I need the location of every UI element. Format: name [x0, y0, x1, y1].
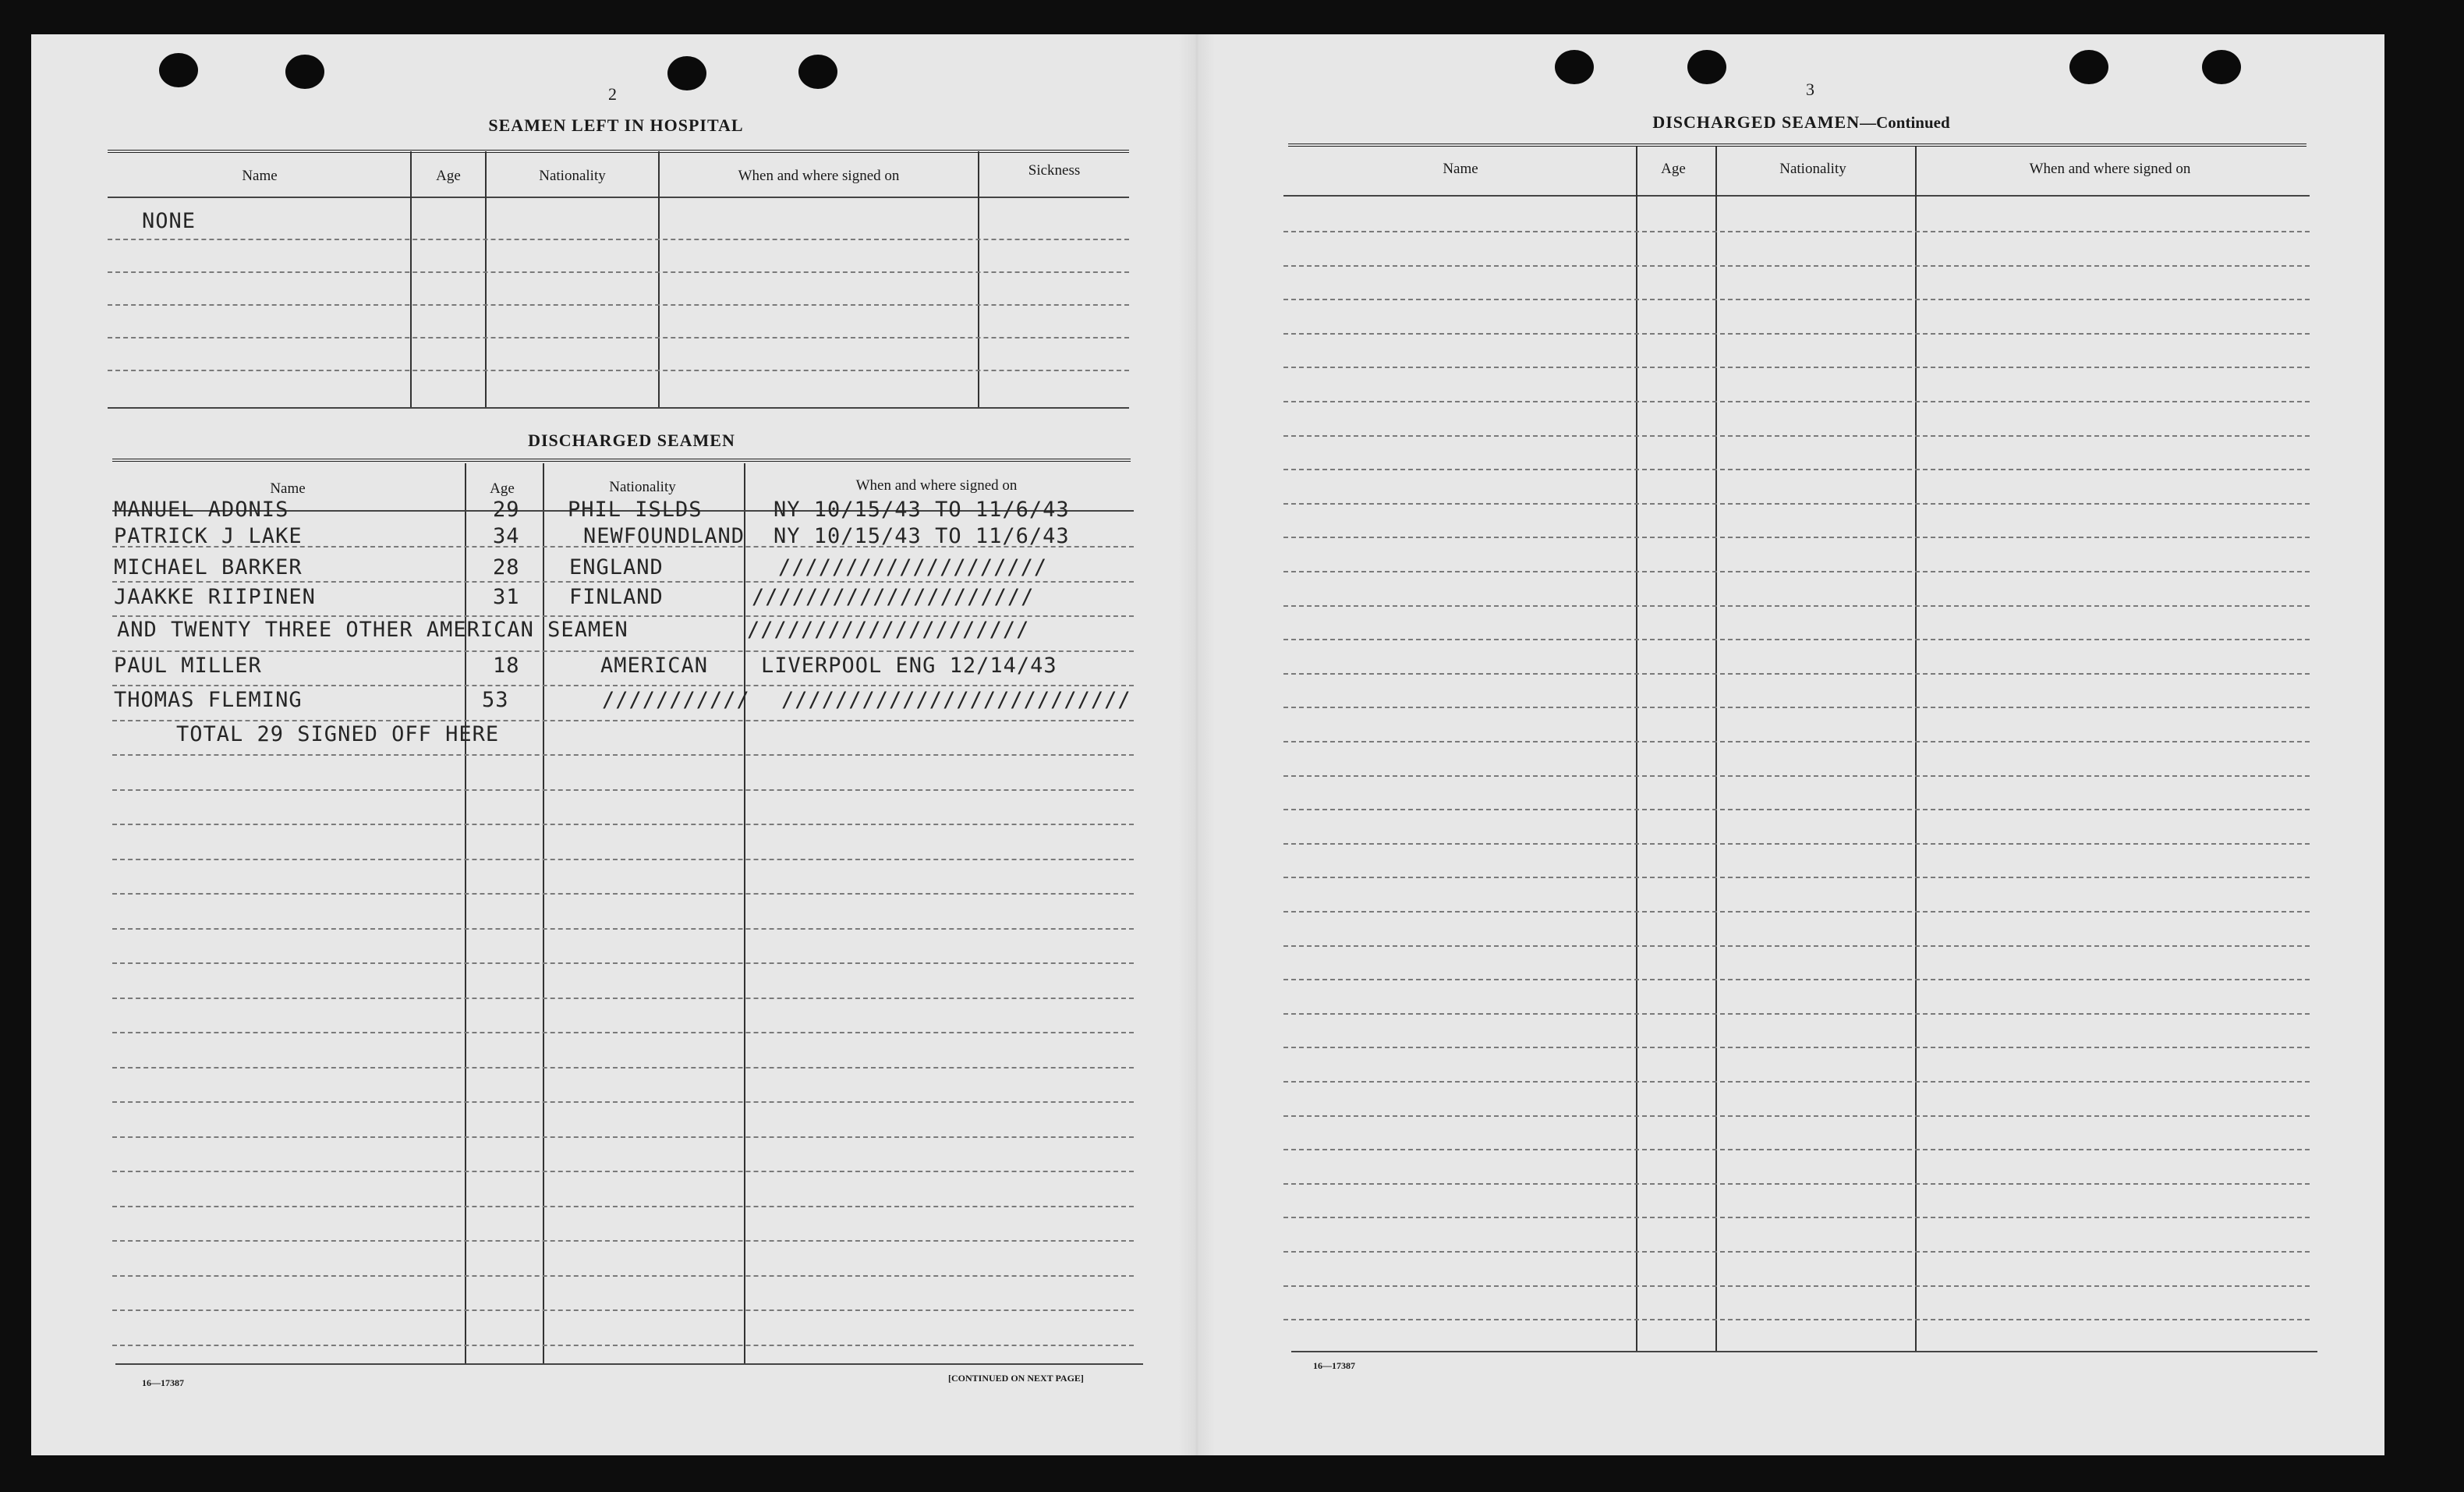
ruled-line — [1283, 605, 2310, 607]
seaman-name: PAUL MILLER — [114, 654, 262, 678]
discharged-col-name: Name — [270, 480, 306, 497]
rule — [108, 407, 1129, 409]
punch-hole — [1555, 50, 1594, 84]
ruled-line — [1283, 673, 2310, 675]
column-divider — [1715, 147, 1717, 1351]
seaman-signed-on: ///////////////////// — [752, 585, 1035, 609]
ruled-line — [1283, 333, 2310, 335]
ruled-line — [112, 1067, 1134, 1068]
ruled-line — [1283, 639, 2310, 640]
seaman-age: 34 — [493, 524, 520, 548]
seaman-signed-on: LIVERPOOL ENG 12/14/43 — [761, 654, 1057, 678]
ruled-line — [1283, 469, 2310, 470]
seaman-signed-on: ////////////////////////// — [781, 688, 1131, 712]
form-number: 16—17387 — [142, 1377, 184, 1388]
seaman-name: MICHAEL BARKER — [114, 555, 303, 579]
seaman-nationality: AMERICAN — [600, 654, 709, 678]
ruled-line — [112, 1275, 1134, 1277]
hospital-col-signed-on: When and where signed on — [738, 168, 900, 184]
ruled-line — [112, 720, 1134, 721]
ruled-line — [1283, 1285, 2310, 1287]
discharged-col-age: Age — [490, 480, 515, 497]
ruled-line — [1283, 1251, 2310, 1253]
seaman-nationality: /////////// — [602, 688, 750, 712]
ruled-line — [1283, 571, 2310, 572]
ruled-line — [1283, 1319, 2310, 1320]
ruled-line — [108, 370, 1129, 371]
ruled-line — [1283, 775, 2310, 777]
column-divider — [1636, 147, 1637, 1351]
ruled-line — [1283, 231, 2310, 232]
punch-hole — [2202, 50, 2241, 84]
seaman-name: PATRICK J LAKE — [114, 524, 303, 548]
seaman-nationality: NEWFOUNDLAND — [583, 524, 745, 548]
ruled-line — [1283, 1149, 2310, 1150]
seaman-signed-on: ///////////////////// — [747, 618, 1030, 642]
ruled-line — [1283, 877, 2310, 878]
ruled-line — [112, 685, 1134, 686]
hospital-col-name: Name — [242, 168, 278, 184]
seaman-age: 28 — [493, 555, 520, 579]
ruled-line — [112, 615, 1134, 617]
ruled-line — [108, 337, 1129, 338]
punch-hole — [285, 55, 324, 89]
seaman-age: 53 — [482, 688, 509, 712]
ruled-line — [112, 928, 1134, 930]
seaman-nationality: PHIL ISLDS — [568, 498, 703, 522]
hospital-col-sickness: Sickness — [1028, 162, 1081, 179]
ruled-line — [1283, 435, 2310, 437]
ruled-line — [108, 271, 1129, 273]
hospital-entry: NONE — [142, 209, 196, 233]
ruled-line — [112, 1032, 1134, 1033]
ruled-line — [112, 789, 1134, 791]
right-title-main: DISCHARGED SEAMEN — [1652, 112, 1860, 132]
rule — [1283, 195, 2310, 197]
ruled-line — [112, 1136, 1134, 1138]
ruled-line — [1283, 945, 2310, 947]
discharged-total: TOTAL 29 SIGNED OFF HERE — [176, 722, 500, 746]
right-title-suffix: —Continued — [1860, 113, 1950, 132]
page-number: 2 — [608, 84, 617, 104]
ruled-line — [112, 1309, 1134, 1311]
right-col-signed-on: When and where signed on — [2029, 161, 2191, 177]
ruled-line — [108, 239, 1129, 240]
seaman-signed-on: NY 10/15/43 TO 11/6/43 — [774, 524, 1070, 548]
hospital-col-nationality: Nationality — [539, 168, 606, 184]
ruled-line — [112, 893, 1134, 895]
column-divider — [1915, 147, 1917, 1351]
ruled-line — [1283, 741, 2310, 742]
ruled-line — [1283, 1217, 2310, 1218]
ruled-line — [112, 581, 1134, 583]
ruled-line — [1283, 843, 2310, 845]
seaman-signed-on: //////////////////// — [778, 555, 1048, 579]
right-col-nationality: Nationality — [1779, 161, 1846, 177]
ruled-line — [1283, 1013, 2310, 1015]
ruled-line — [1283, 1081, 2310, 1083]
right-col-age: Age — [1661, 161, 1686, 177]
discharged-col-signed-on: When and where signed on — [855, 477, 1018, 494]
ruled-line — [1283, 503, 2310, 505]
rule — [108, 150, 1129, 153]
page-number: 3 — [1806, 80, 1814, 99]
seaman-nationality: ENGLAND — [569, 555, 664, 579]
ruled-line — [112, 1101, 1134, 1103]
ruled-line — [112, 1206, 1134, 1207]
discharged-col-nationality: Nationality — [609, 479, 676, 495]
column-divider — [465, 463, 466, 1365]
ruled-line — [112, 1171, 1134, 1172]
ruled-line — [108, 304, 1129, 306]
ruled-line — [1283, 1115, 2310, 1117]
ruled-line — [1283, 911, 2310, 913]
right-col-name: Name — [1443, 161, 1478, 177]
hospital-col-age: Age — [436, 168, 461, 184]
seaman-name: MANUEL ADONIS — [114, 498, 289, 522]
ruled-line — [112, 650, 1134, 652]
ruled-line — [1283, 979, 2310, 980]
punch-hole — [1687, 50, 1726, 84]
seaman-age: 31 — [493, 585, 520, 609]
ruled-line — [112, 962, 1134, 964]
right-section-title — [1559, 112, 2043, 133]
ruled-line — [1283, 367, 2310, 368]
rule — [1291, 1351, 2317, 1352]
ruled-line — [112, 1240, 1134, 1242]
ruled-line — [1283, 809, 2310, 810]
ruled-line — [112, 824, 1134, 825]
column-divider — [744, 463, 745, 1365]
punch-hole — [2069, 50, 2108, 84]
ruled-line — [112, 998, 1134, 999]
continued-note: [CONTINUED ON NEXT PAGE] — [948, 1373, 1084, 1384]
column-divider — [543, 463, 544, 1365]
seaman-age: 29 — [493, 498, 520, 522]
punch-hole — [667, 56, 706, 90]
ruled-line — [1283, 401, 2310, 402]
seaman-name: THOMAS FLEMING — [114, 688, 303, 712]
rule — [112, 459, 1131, 462]
rule — [108, 197, 1129, 198]
ruled-line — [112, 859, 1134, 860]
ruled-line — [1283, 537, 2310, 538]
ruled-line — [112, 1345, 1134, 1346]
ruled-line — [1283, 1047, 2310, 1048]
seaman-name: JAAKKE RIIPINEN — [114, 585, 316, 609]
seaman-signed-on: NY 10/15/43 TO 11/6/43 — [774, 498, 1070, 522]
rule — [1288, 144, 2306, 147]
seaman-age: 18 — [493, 654, 520, 678]
seaman-nationality: FINLAND — [569, 585, 664, 609]
ruled-line — [1283, 265, 2310, 267]
hospital-section-title: SEAMEN LEFT IN HOSPITAL — [488, 115, 744, 135]
punch-hole — [798, 55, 837, 89]
seaman-name: AND TWENTY THREE OTHER AMERICAN SEAMEN — [117, 618, 628, 642]
ruled-line — [112, 754, 1134, 756]
form-number: 16—17387 — [1313, 1360, 1355, 1371]
ruled-line — [1283, 707, 2310, 708]
page-fold — [1179, 34, 1215, 1455]
punch-hole — [159, 53, 198, 87]
ruled-line — [1283, 299, 2310, 300]
ruled-line — [1283, 1183, 2310, 1185]
rule — [115, 1363, 1143, 1365]
discharged-section-title: DISCHARGED SEAMEN — [528, 431, 735, 450]
